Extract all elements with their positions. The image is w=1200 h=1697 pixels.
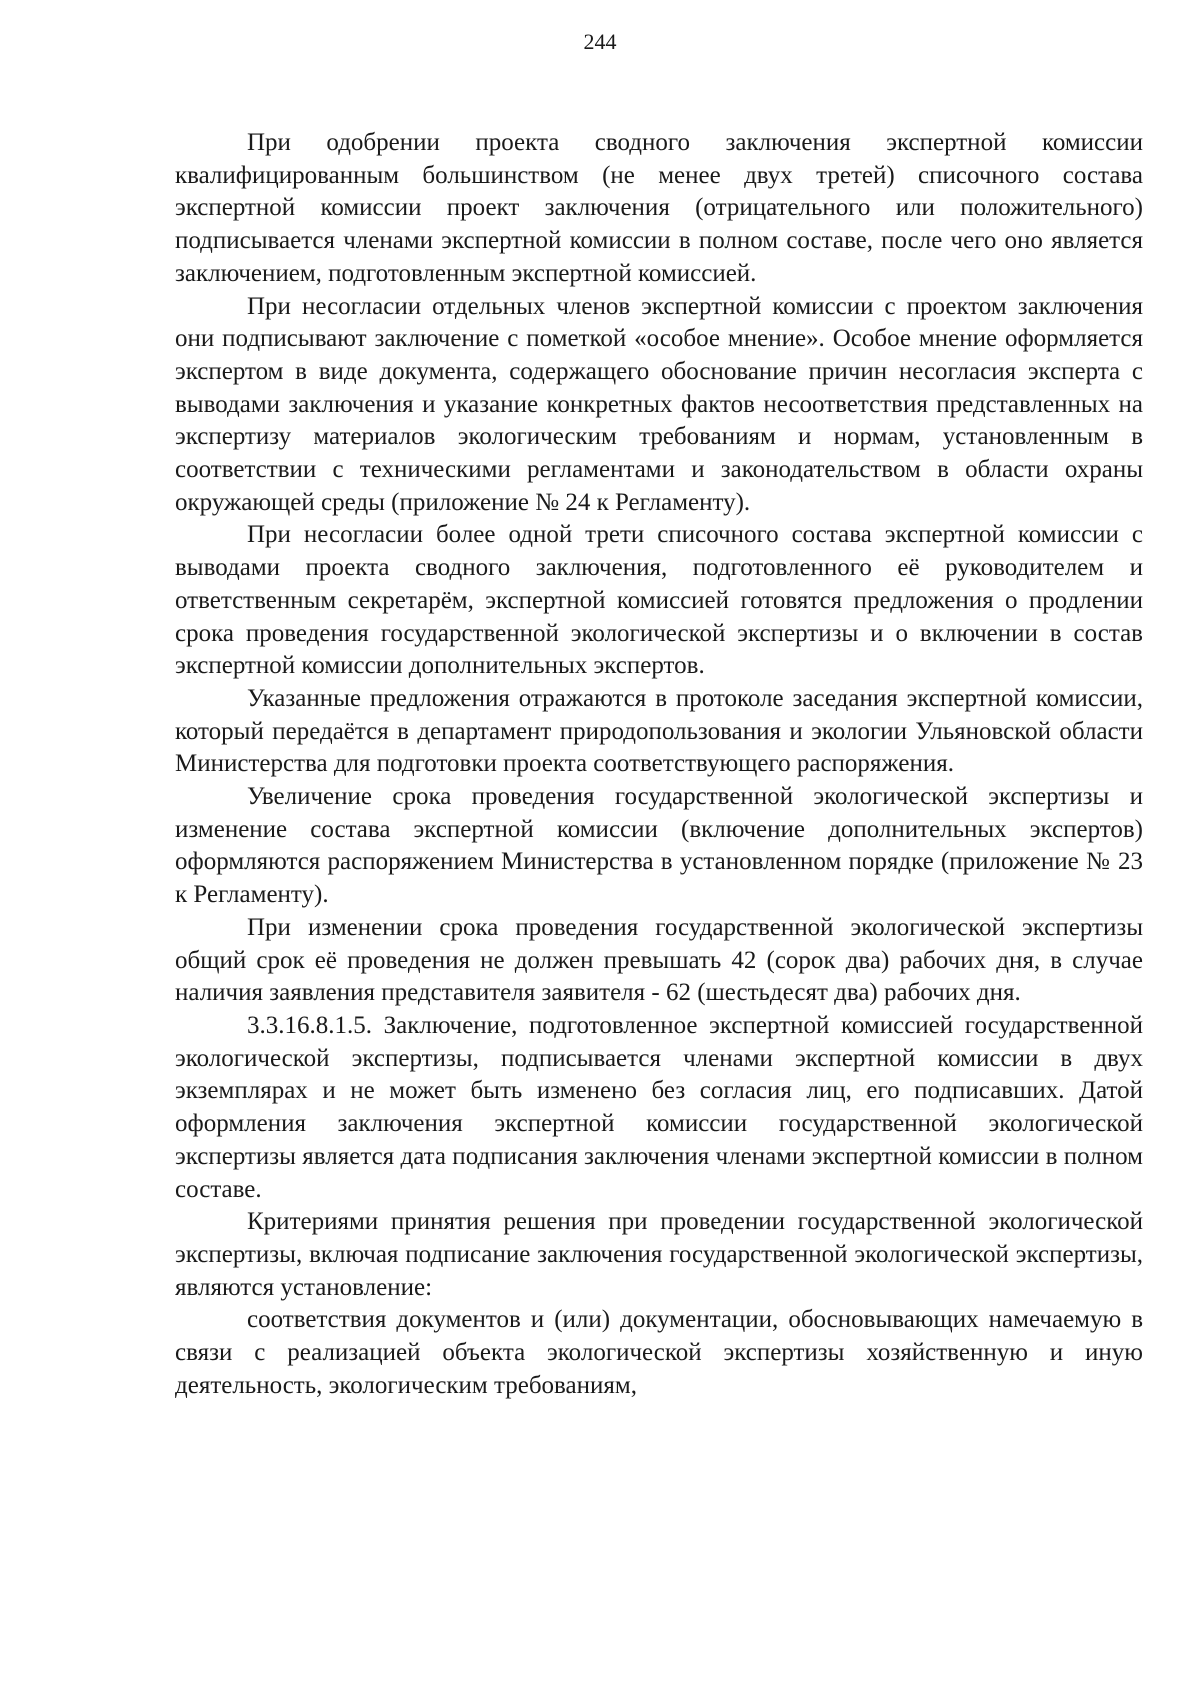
document-body xyxy=(175,127,1143,1402)
page-number: 244 xyxy=(583,29,617,54)
paragraph-compliance: соответствия документов и (или) документации, обосновывающих намечаемую в связи с реализацией объекта экологической экспертизы хозяйственную и иную деятельность, экологическим требованиям, xyxy=(175,1306,1143,1399)
paragraph-dissent-third: При несогласии более одной трети списочного состава экспертной комиссии с выводами проекта сводного заключения, подготовленного её руководителем и ответственным секретарём, экспертной комиссией готовятся предложения о продлении срока проведения государственной экологической экспертизы и о включении в состав экспертной комиссии дополнительных экспертов. xyxy=(175,521,1143,680)
paragraph-proposals: Указанные предложения отражаются в протоколе заседания экспертной комиссии, который передаётся в департамент природопользования и экологии Ульяновской области Министерства для подготовки проекта соответствующего распоряжения. xyxy=(175,684,1143,778)
paragraph-approval: При одобрении проекта сводного заключения экспертной комиссии квалифицированным большинством (не менее двух третей) списочного состава экспертной комиссии проект заключения (отрицательного или положительного) подписывается членами экспертной комиссии в полном составе, после чего оно является заключением, подготовленным экспертной комиссией. xyxy=(175,129,1143,287)
paragraph-criteria: Критериями принятия решения при проведении государственной экологической экспертизы, включая подписание заключения государственной экологической экспертизы, являются установление: xyxy=(175,1208,1143,1301)
paragraph-section-3-3-16-8-1-5: 3.3.16.8.1.5. Заключение, подготовленное экспертной комиссией государственной экологической экспертизы, подписывается членами экспертной комиссии в двух экземплярах и не может быть изменено без согласия лиц, его подписавших. Датой оформления заключения экспертной комиссии государственной экологической экспертизы является дата подписания заключения членами экспертной комиссии в полном составе. xyxy=(175,1011,1143,1203)
paragraph-term-increase: Увеличение срока проведения государственной экологической экспертизы и изменение состава экспертной комиссии (включение дополнительных экспертов) оформляются распоряжением Министерства в установленном порядке (приложение № 23 к Регламенту). xyxy=(175,783,1143,909)
paragraph-term-change: При изменении срока проведения государственной экологической экспертизы общий срок её проведения не должен превышать 42 (сорок два) рабочих дня, в случае наличия заявления представителя заявителя - 62 (шестьдесят два) рабочих дня. xyxy=(175,913,1143,1007)
paragraph-dissent-members: При несогласии отдельных членов экспертной комиссии с проектом заключения они подписывают заключение с пометкой «особое мнение». Особое мнение оформляется экспертом в виде документа, содержащего обоснование причин несогласия эксперта с выводами заключения и указание конкретных фактов несоответствия представленных на экспертизу материалов экологическим требованиям и нормам, установленным в соответствии с техническими регламентами и законодательством в области охраны окружающей среды (приложение № 24 к Регламенту). xyxy=(175,292,1143,516)
